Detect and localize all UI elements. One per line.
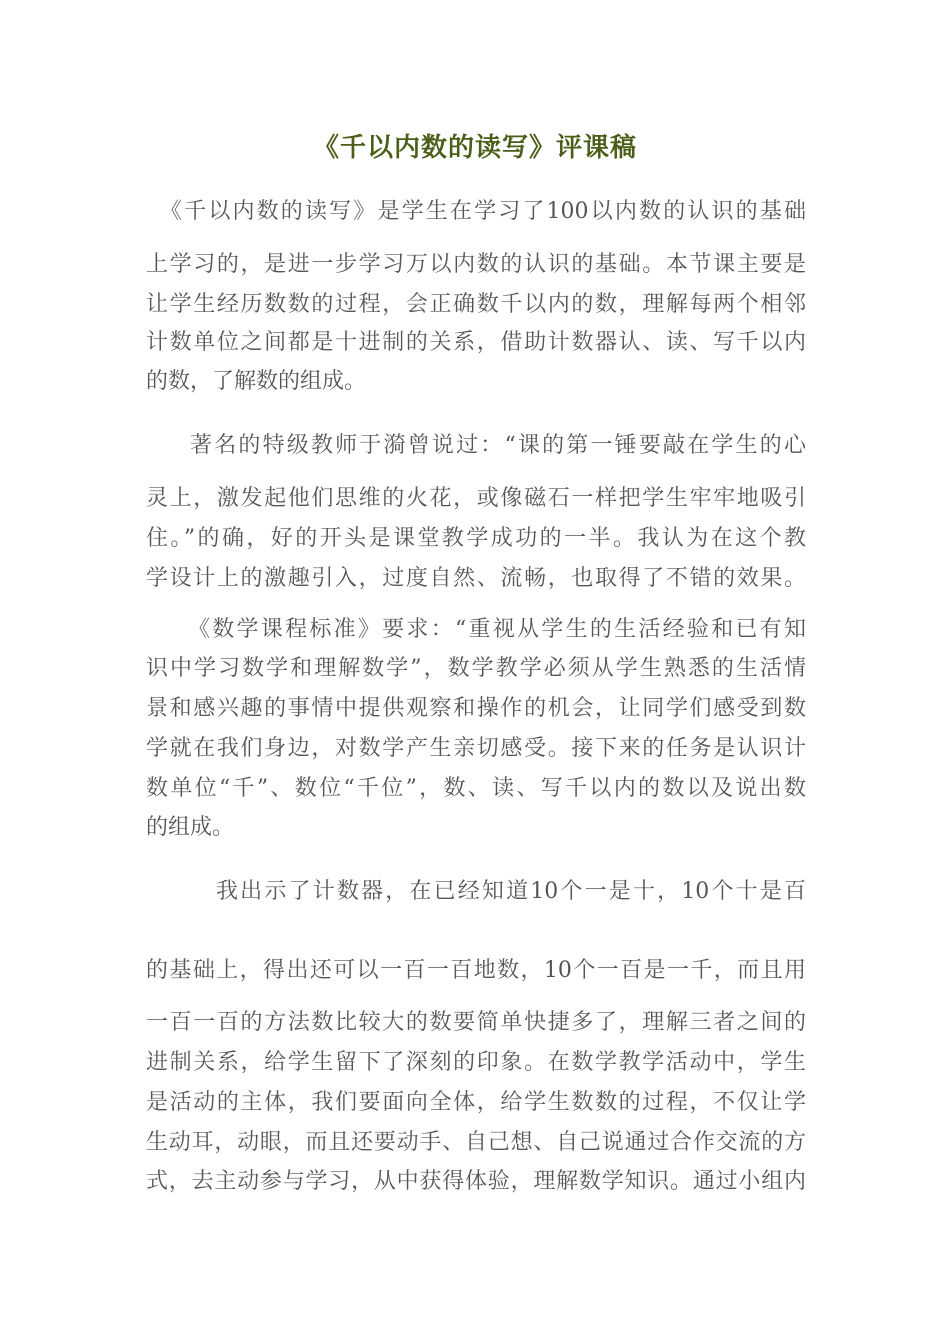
text-line: 生动耳，动眼，而且还要动手、自己想、自己说通过合作交流的方 <box>146 1130 806 1155</box>
text-line: 让学生经历数数的过程，会正确数千以内的数，理解每两个相邻 <box>146 292 806 317</box>
text-line: 数单位“千”、数位“千位”，数、读、写千以内的数以及说出数 <box>146 776 806 801</box>
text-line: 计数单位之间都是十进制的关系，借助计数器认、读、写千以内 <box>146 330 806 355</box>
text-line: 一百一百的方法数比较大的数要简单快捷多了，理解三者之间的 <box>146 1010 806 1035</box>
text-line: 灵上，激发起他们思维的火花，或像磁石一样把学生牢牢地吸引 <box>146 486 806 511</box>
text-line: 的基础上，得出还可以一百一百地数，10个一百是一千，而且用 <box>146 958 806 983</box>
text-line: 我出示了计数器，在已经知道10个一是十，10个十是百 <box>216 879 806 904</box>
text-line: 的数，了解数的组成。 <box>146 369 367 394</box>
text-line: 式，去主动参与学习，从中获得体验，理解数学知识。通过小组内 <box>146 1169 806 1194</box>
text-line: 学设计上的激趣引入，过度自然、流畅，也取得了不错的效果。 <box>146 566 806 591</box>
text-line: 学就在我们身边，对数学产生亲切感受。接下来的任务是认识计 <box>146 736 806 761</box>
text-line: 《千以内数的读写》是学生在学习了100以内数的认识的基础 <box>160 199 806 224</box>
document-title: 《千以内数的读写》评课稿 <box>312 133 637 163</box>
text-line: 住。”的确，好的开头是课堂教学成功的一半。我认为在这个教 <box>146 526 806 551</box>
text-line: 上学习的，是进一步学习万以内数的认识的基础。本节课主要是 <box>146 252 806 277</box>
text-line: 识中学习数学和理解数学”，数学教学必须从学生熟悉的生活情 <box>146 656 806 681</box>
text-line: 的组成。 <box>146 815 235 840</box>
text-line: 《数学课程标准》要求：“重视从学生的生活经验和已有知 <box>188 617 806 642</box>
text-line: 著名的特级教师于漪曾说过：“课的第一锤要敲在学生的心 <box>190 433 806 458</box>
text-line: 是活动的主体，我们要面向全体，给学生数数的过程，不仅让学 <box>146 1090 806 1115</box>
text-line: 景和感兴趣的事情中提供观察和操作的机会，让同学们感受到数 <box>146 696 806 721</box>
text-line: 进制关系，给学生留下了深刻的印象。在数学教学活动中，学生 <box>146 1050 806 1075</box>
